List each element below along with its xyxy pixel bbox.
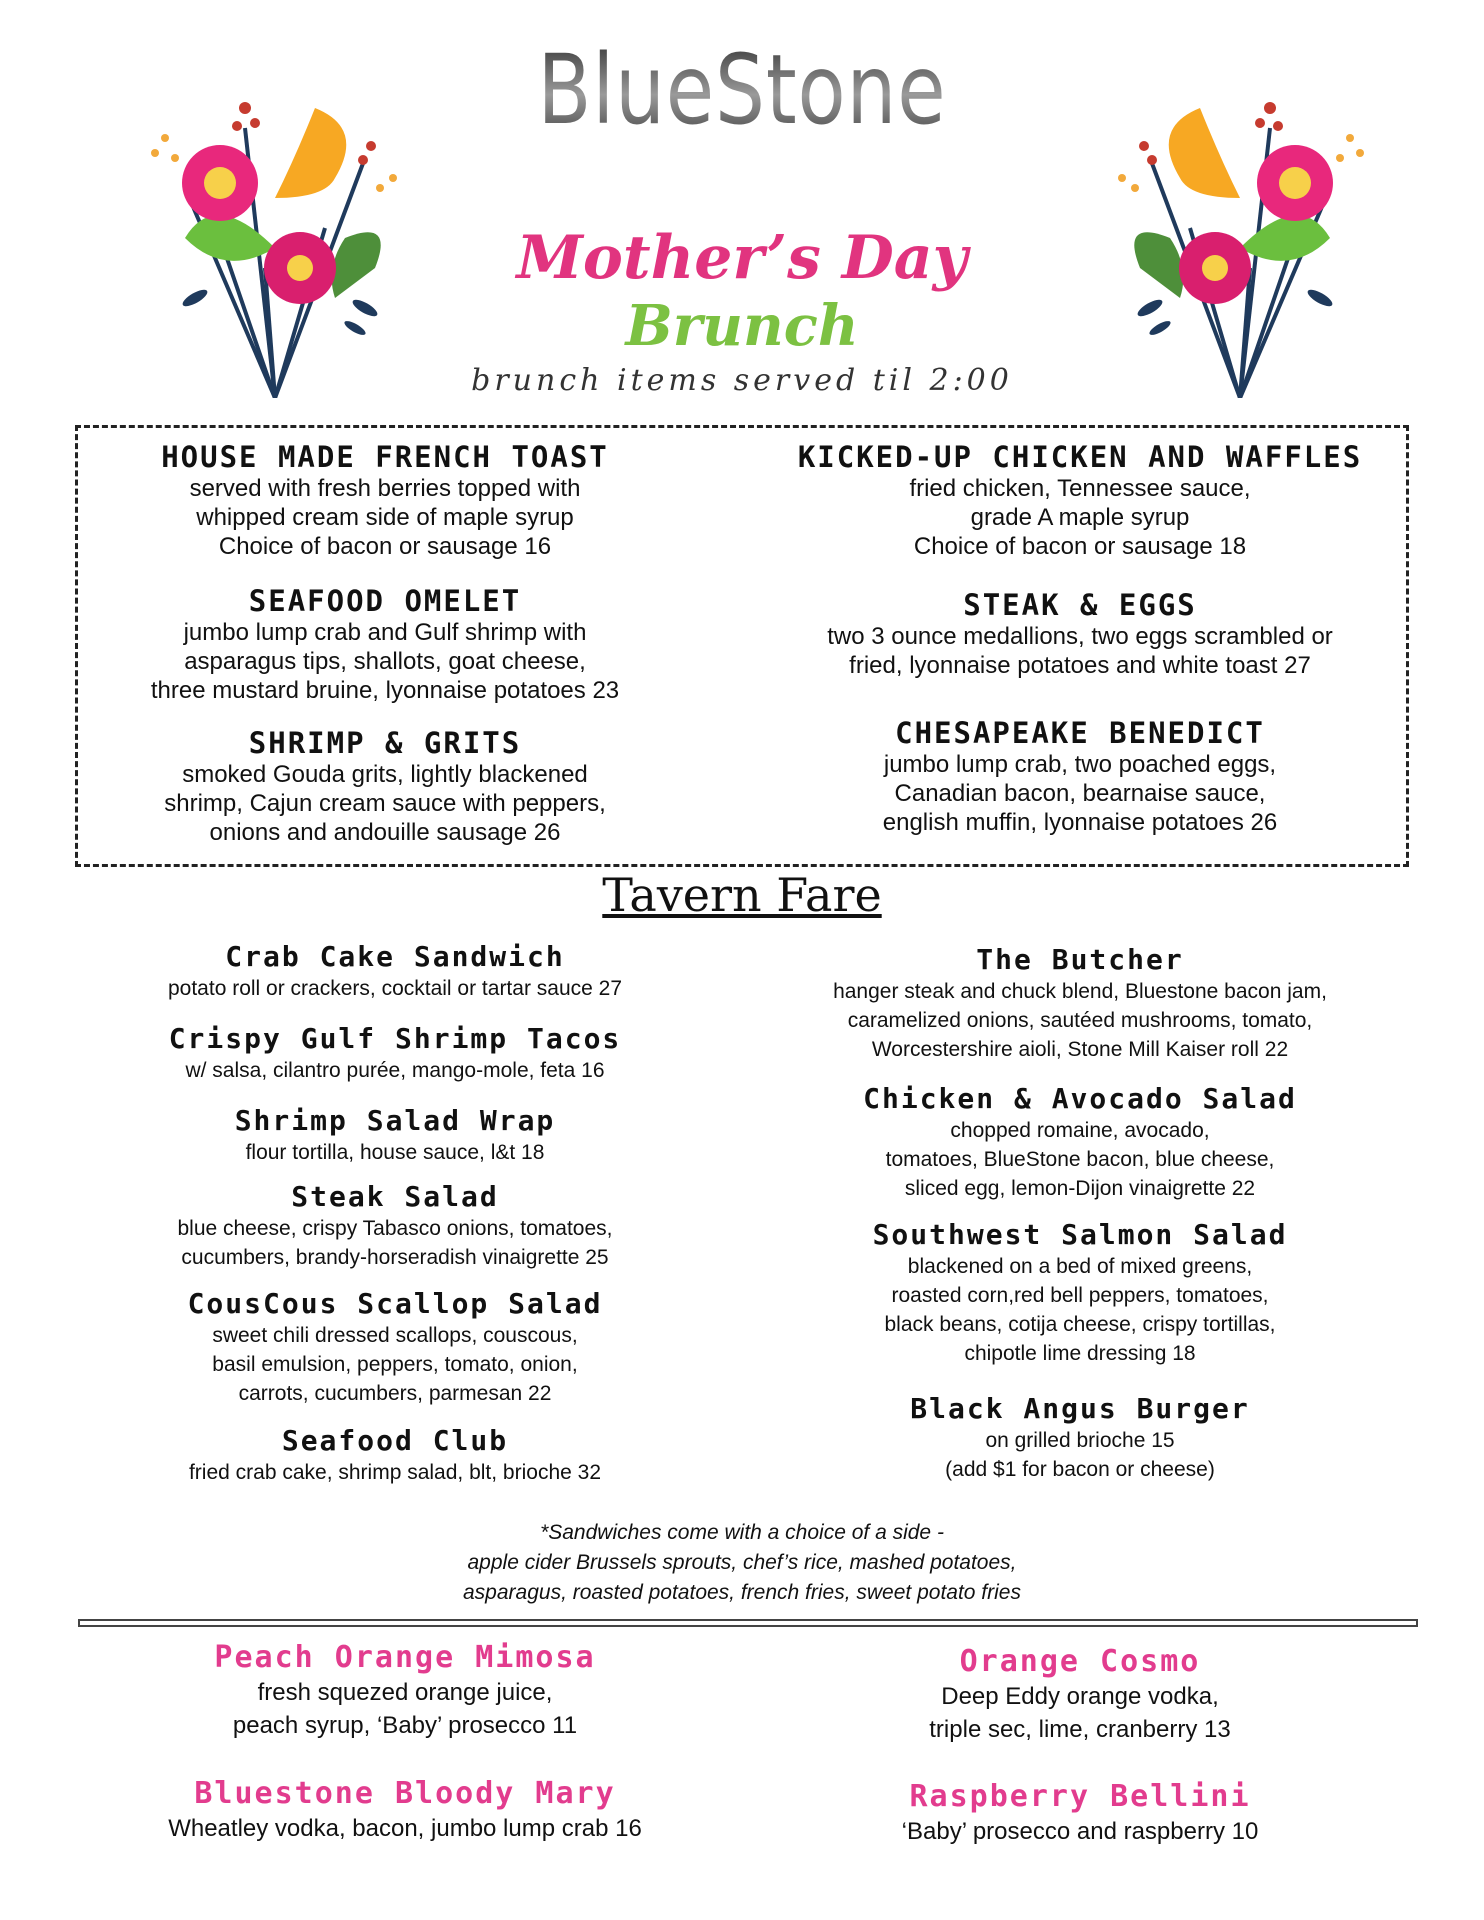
brunch-item-title: HOUSE MADE FRENCH TOAST xyxy=(161,440,609,474)
drink-item-title: Orange Cosmo xyxy=(959,1644,1201,1679)
tavern-item-title: CousCous Scallop Salad xyxy=(187,1287,603,1320)
drink-item xyxy=(750,1644,1410,1746)
drink-item xyxy=(90,1776,720,1845)
tavern-item-desc: on grilled brioche 15 (add $1 for bacon or cheese) xyxy=(945,1429,1215,1481)
brunch-item xyxy=(90,440,680,561)
tavern-item xyxy=(750,1218,1410,1368)
drink-item-desc: ‘Baby’ prosecco and raspberry 10 xyxy=(901,1818,1259,1845)
tavern-item xyxy=(750,943,1410,1064)
brunch-item xyxy=(760,588,1400,680)
tavern-item-title: The Butcher xyxy=(976,943,1184,976)
tavern-item-desc: flour tortilla, house sauce, l&t 18 xyxy=(245,1141,545,1164)
tavern-item-desc: chopped romaine, avocado, tomatoes, BlueStone bacon, blue cheese, sliced egg, lemon-Dijon vinaigrette 22 xyxy=(885,1119,1275,1200)
tavern-item-title: Shrimp Salad Wrap xyxy=(234,1104,556,1137)
tavern-item-title: Steak Salad xyxy=(291,1180,499,1213)
tavern-item xyxy=(750,1082,1410,1203)
brunch-item-title: SEAFOOD OMELET xyxy=(248,584,522,618)
brunch-item xyxy=(760,440,1400,561)
tavern-item-desc: hanger steak and chuck blend, Bluestone bacon jam, caramelized onions, sautéed mushrooms, tomato, Worcestershire aioli, Stone Mill Kaiser roll 22 xyxy=(833,980,1327,1061)
mothers-day-title: Mother’s Day xyxy=(516,223,968,293)
drink-item-title: Bluestone Bloody Mary xyxy=(194,1776,616,1811)
brunch-hours-subtitle: brunch items served til 2:00 xyxy=(471,363,1013,398)
bluestone-logo: BlueStone xyxy=(134,42,1351,138)
section-divider xyxy=(78,1619,1418,1627)
brunch-item-title: KICKED-UP CHICKEN AND WAFFLES xyxy=(797,440,1363,474)
drink-item-desc: Wheatley vodka, bacon, jumbo lump crab 16 xyxy=(168,1815,642,1842)
tavern-item-title: Crab Cake Sandwich xyxy=(225,940,565,973)
tavern-item xyxy=(90,1287,700,1408)
drink-item-title: Raspberry Bellini xyxy=(909,1779,1251,1814)
tavern-item-desc: blackened on a bed of mixed greens, roasted corn,red bell peppers, tomatoes, black beans, cotija cheese, crispy tortillas, chipotle lime dressing 18 xyxy=(884,1255,1276,1365)
brunch-item xyxy=(90,584,680,705)
tavern-item-desc: sweet chili dressed scallops, couscous, basil emulsion, peppers, tomato, onion, carrots, cucumbers, parmesan 22 xyxy=(212,1324,578,1405)
tavern-item xyxy=(90,1022,700,1085)
drink-item-desc: fresh squezed orange juice, peach syrup, ‘Baby’ prosecco 11 xyxy=(232,1679,578,1739)
tavern-item-title: Crispy Gulf Shrimp Tacos xyxy=(168,1022,622,1055)
brunch-item-title: CHESAPEAKE BENEDICT xyxy=(895,716,1265,750)
brunch-item-desc: served with fresh berries topped with whipped cream side of maple syrup Choice of bacon or sausage 16 xyxy=(189,475,581,560)
brunch-item-desc: fried chicken, Tennessee sauce, grade A maple syrup Choice of bacon or sausage 18 xyxy=(909,475,1251,560)
tavern-item xyxy=(90,940,700,1003)
tavern-item-desc: fried crab cake, shrimp salad, blt, brioche 32 xyxy=(188,1461,602,1484)
tavern-item-title: Seafood Club xyxy=(281,1424,509,1457)
brunch-item xyxy=(760,716,1400,837)
brunch-item-desc: jumbo lump crab, two poached eggs, Canadian bacon, bearnaise sauce, english muffin, lyonnaise potatoes 26 xyxy=(882,751,1278,836)
tavern-item-desc: potato roll or crackers, cocktail or tartar sauce 27 xyxy=(167,977,623,1000)
tavern-item xyxy=(750,1392,1410,1484)
tavern-item-title: Black Angus Burger xyxy=(910,1392,1250,1425)
brunch-item-title: SHRIMP & GRITS xyxy=(248,726,522,760)
sandwich-sides-note: *Sandwiches come with a choice of a side - apple cider Brussels sprouts, chef’s rice, mashed potatoes, asparagus, roasted potatoes, french fries, sweet potato fries xyxy=(463,1521,1021,1604)
drink-item xyxy=(750,1779,1410,1848)
brunch-item-desc: jumbo lump crab and Gulf shrimp with asparagus tips, shallots, goat cheese, three mustard bruine, lyonnaise potatoes 23 xyxy=(150,619,620,704)
tavern-fare-heading: Tavern Fare xyxy=(602,868,882,922)
brunch-item xyxy=(90,726,680,847)
brunch-item-title: STEAK & EGGS xyxy=(963,588,1197,622)
tavern-item xyxy=(90,1424,700,1487)
drink-item-title: Peach Orange Mimosa xyxy=(214,1640,596,1675)
brunch-item-desc: smoked Gouda grits, lightly blackened shrimp, Cajun cream sauce with peppers, onions and andouille sausage 26 xyxy=(164,761,606,846)
tavern-item-desc: blue cheese, crispy Tabasco onions, tomatoes, cucumbers, brandy-horseradish vinaigrette 25 xyxy=(177,1217,613,1269)
brunch-item-desc: two 3 ounce medallions, two eggs scrambled or fried, lyonnaise potatoes and white toast 27 xyxy=(827,623,1333,679)
drink-item-desc: Deep Eddy orange vodka, triple sec, lime, cranberry 13 xyxy=(929,1683,1231,1743)
tavern-item xyxy=(90,1180,700,1272)
brunch-title: Brunch xyxy=(625,293,859,359)
tavern-item xyxy=(90,1104,700,1167)
tavern-item-desc: w/ salsa, cilantro purée, mango-mole, feta 16 xyxy=(185,1059,605,1082)
tavern-item-title: Chicken & Avocado Salad xyxy=(863,1082,1297,1115)
tavern-item-title: Southwest Salmon Salad xyxy=(872,1218,1288,1251)
drink-item xyxy=(90,1640,720,1742)
